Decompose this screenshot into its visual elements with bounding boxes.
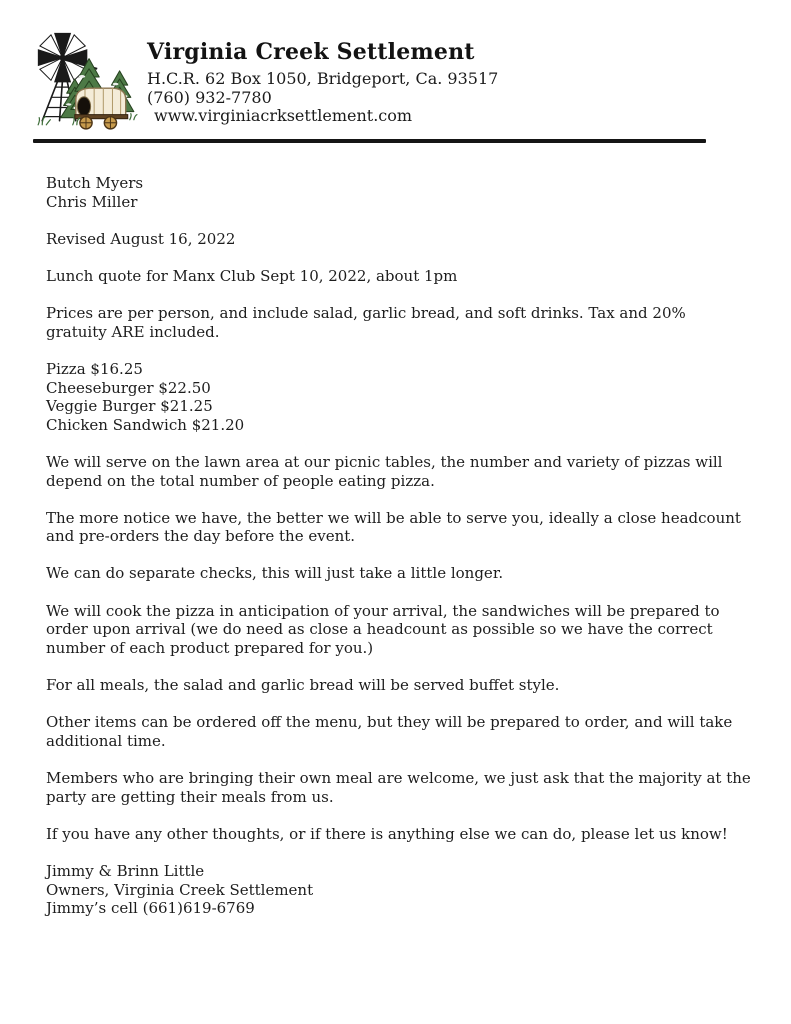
menu-price-list	[46, 360, 751, 434]
menu-item-name: Cheeseburger	[46, 378, 154, 397]
menu-item-price: $16.25	[90, 359, 143, 378]
windmill-trees-wagon-icon	[30, 26, 142, 133]
signature-title: Owners, Virginia Creek Settlement	[46, 880, 314, 899]
paragraph-line: We will serve on the lawn area at our picnic tables, the number and variety of pizzas will	[46, 452, 723, 471]
paragraph-line: We can do separate checks, this will just take a little longer.	[46, 564, 504, 583]
body-paragraph	[46, 713, 751, 750]
signature-block	[46, 862, 751, 918]
paragraph-line: Members who are bringing their own meal are welcome, we just ask that the majority at the	[46, 769, 751, 787]
menu-item-price: $21.20	[191, 415, 245, 434]
letterhead-text	[147, 26, 498, 126]
paragraph-line: We will cook the pizza in anticipation of your arrival, the sandwiches will be prepared to	[46, 601, 720, 620]
covered-wagon-icon	[75, 88, 128, 129]
paragraph-line: Other items can be ordered off the menu, but they will be prepared to order, and will take	[46, 713, 733, 732]
revision-date	[46, 230, 751, 249]
company-website: www.virginiacrksettlement.com	[154, 106, 413, 125]
signature-name: Jimmy & Brinn Little	[46, 861, 205, 880]
signature-phone: Jimmy’s cell (661)619-6769	[46, 899, 255, 918]
body-paragraph	[46, 825, 751, 844]
paragraph-line: The more notice we have, the better we will be able to serve you, ideally a close headcount	[46, 508, 741, 527]
recipient-name: Chris Miller	[46, 192, 138, 211]
menu-item	[46, 397, 751, 416]
company-name: Virginia Creek Settlement	[147, 39, 475, 65]
paragraph-line: number of each product prepared for you.)	[46, 638, 374, 657]
paragraph-line: For all meals, the salad and garlic bread will be served buffet style.	[46, 676, 560, 695]
menu-item-name: Pizza	[46, 359, 86, 378]
menu-item-name: Veggie Burger	[46, 397, 156, 416]
recipient-list	[46, 174, 751, 211]
letterhead	[0, 0, 791, 133]
body-paragraph	[46, 509, 751, 546]
company-logo	[30, 26, 142, 133]
pricing-intro-line: gratuity ARE included.	[46, 322, 220, 341]
quote-subject	[46, 267, 751, 286]
company-phone: (760) 932-7780	[147, 87, 272, 107]
menu-item-price: $22.50	[158, 378, 211, 397]
menu-item	[46, 379, 751, 398]
menu-item	[46, 360, 751, 379]
body-paragraph	[46, 602, 751, 658]
recipient-name: Butch Myers	[46, 174, 144, 192]
pricing-intro	[46, 304, 751, 341]
company-address: H.C.R. 62 Box 1050, Bridgeport, Ca. 93517	[147, 69, 499, 88]
body-paragraph	[46, 564, 751, 583]
letter-body	[0, 143, 791, 918]
menu-item	[46, 416, 751, 435]
menu-item-name: Chicken Sandwich	[46, 415, 187, 434]
paragraph-line: If you have any other thoughts, or if there is anything else we can do, please let us know!	[46, 824, 728, 843]
paragraph-line: party are getting their meals from us.	[46, 787, 334, 806]
body-paragraph	[46, 769, 751, 806]
paragraph-line: depend on the total number of people eating pizza.	[46, 471, 435, 490]
body-paragraph	[46, 676, 751, 695]
paragraph-line: order upon arrival (we do need as close a headcount as possible so we have the correct	[46, 620, 713, 639]
quote-subject-text: Lunch quote for Manx Club Sept 10, 2022, about 1pm	[46, 266, 458, 285]
pricing-intro-line: Prices are per person, and include salad, garlic bread, and soft drinks. Tax and 20%	[46, 304, 686, 323]
body-paragraph	[46, 453, 751, 490]
menu-item-price: $21.25	[160, 397, 213, 416]
revision-date-text: Revised August 16, 2022	[46, 229, 236, 248]
paragraph-line: additional time.	[46, 731, 166, 750]
paragraph-line: and pre-orders the day before the event.	[46, 527, 356, 546]
